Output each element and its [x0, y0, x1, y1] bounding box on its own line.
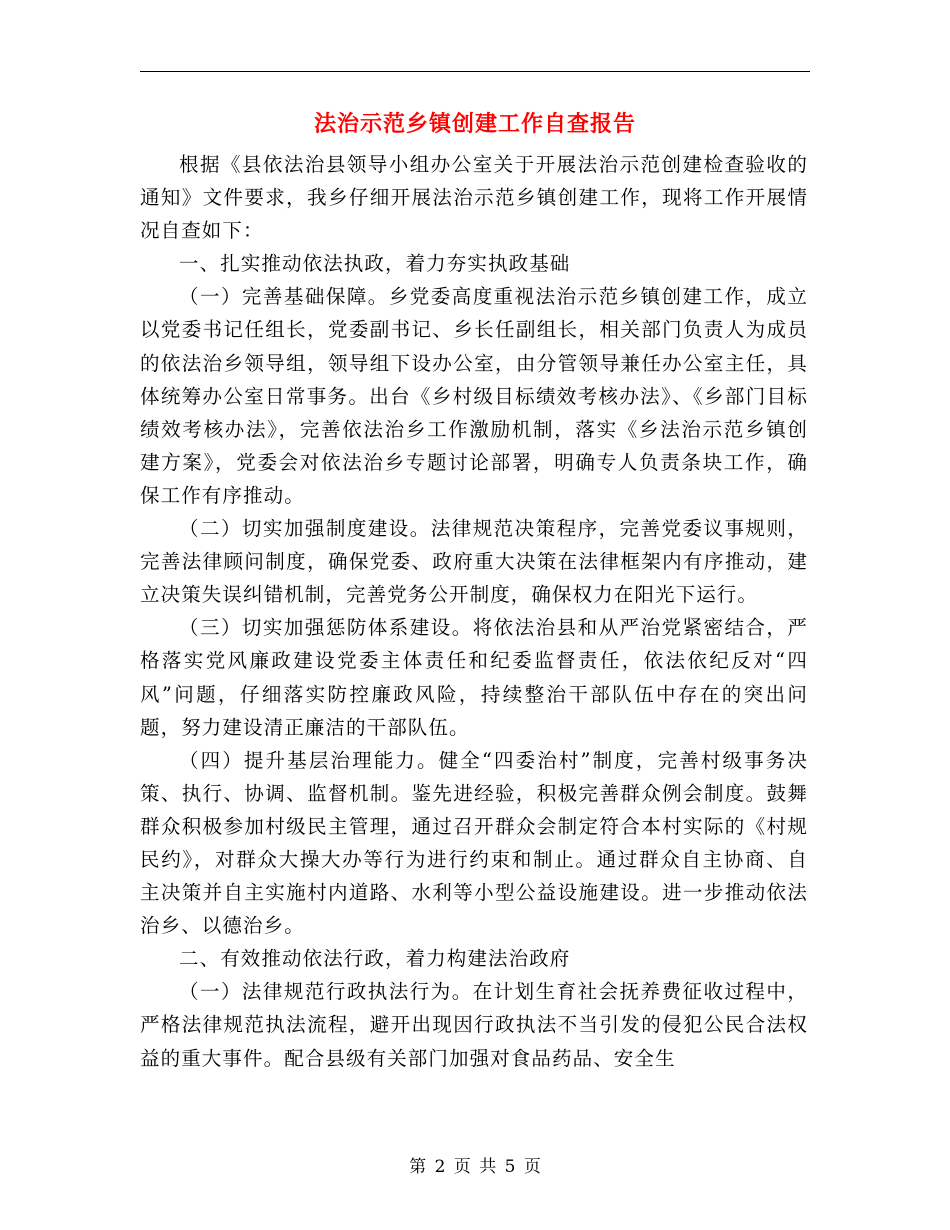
paragraph-2-1: （一）法律规范行政执法行为。在计划生育社会抚养费征收过程中，严格法律规范执法流程，避开出现因行政执法不当引发的侵犯公民合法权益的重大事件。配合县级有关部门加强对食品药品、安全生 [140, 980, 808, 1070]
paragraph-1-2: （二）切实加强制度建设。法律规范决策程序，完善党委议事规则，完善法律顾问制度，确保党委、政府重大决策在法律框架内有序推动，建立决策失误纠错机制，完善党务公开制度，确保权力在阳光下运行。 [140, 517, 808, 607]
paragraph-1-4: （四）提升基层治理能力。健全“四委治村”制度，完善村级事务决策、执行、协调、监督机制。鉴先进经验，积极完善群众例会制度。鼓舞群众积极参加村级民主管理，通过召开群众会制定符合本村实际的《村规民约》，对群众大操大办等行为进行约束和制止。通过群众自主协商、自主决策并自主实施村内道路、水利等小型公益设施建设。进一步推动依法治乡、以德治乡。 [140, 748, 808, 938]
document-title: 法治示范乡镇创建工作自查报告 [313, 112, 636, 137]
section-heading-1: 一、扎实推动依法执政，着力夯实执政基础 [179, 252, 571, 276]
section-heading-2: 二、有效推动依法行政，着力构建法治政府 [179, 947, 571, 971]
header-rule [140, 71, 810, 72]
paragraph-1-3: （三）切实加强惩防体系建设。将依法治县和从严治党紧密结合，严格落实党风廉政建设党委主体责任和纪委监督责任，依法依纪反对“四风”问题，仔细落实防控廉政风险，持续整治干部队伍中存在的突出问题，努力建设清正廉洁的干部队伍。 [140, 616, 808, 739]
paragraph-intro: 根据《县依法治县领导小组办公室关于开展法治示范创建检查验收的通知》文件要求，我乡仔细开展法治示范乡镇创建工作，现将工作开展情况自查如下： [140, 153, 808, 243]
page-footer: 第 2 页 共 5 页 [409, 1157, 541, 1177]
paragraph-1-1: （一）完善基础保障。乡党委高度重视法治示范乡镇创建工作，成立以党委书记任组长，党委副书记、乡长任副组长，相关部门负责人为成员的依法治乡领导组，领导组下设办公室，由分管领导兼任办公室主任，具体统筹办公室日常事务。出台《乡村级目标绩效考核办法》、《乡部门目标绩效考核办法》，完善依法治乡工作激励机制，落实《乡法治示范乡镇创建方案》，党委会对依法治乡专题讨论部署，明确专人负责条块工作，确保工作有序推动。 [140, 285, 808, 507]
document-body [140, 148, 808, 1075]
